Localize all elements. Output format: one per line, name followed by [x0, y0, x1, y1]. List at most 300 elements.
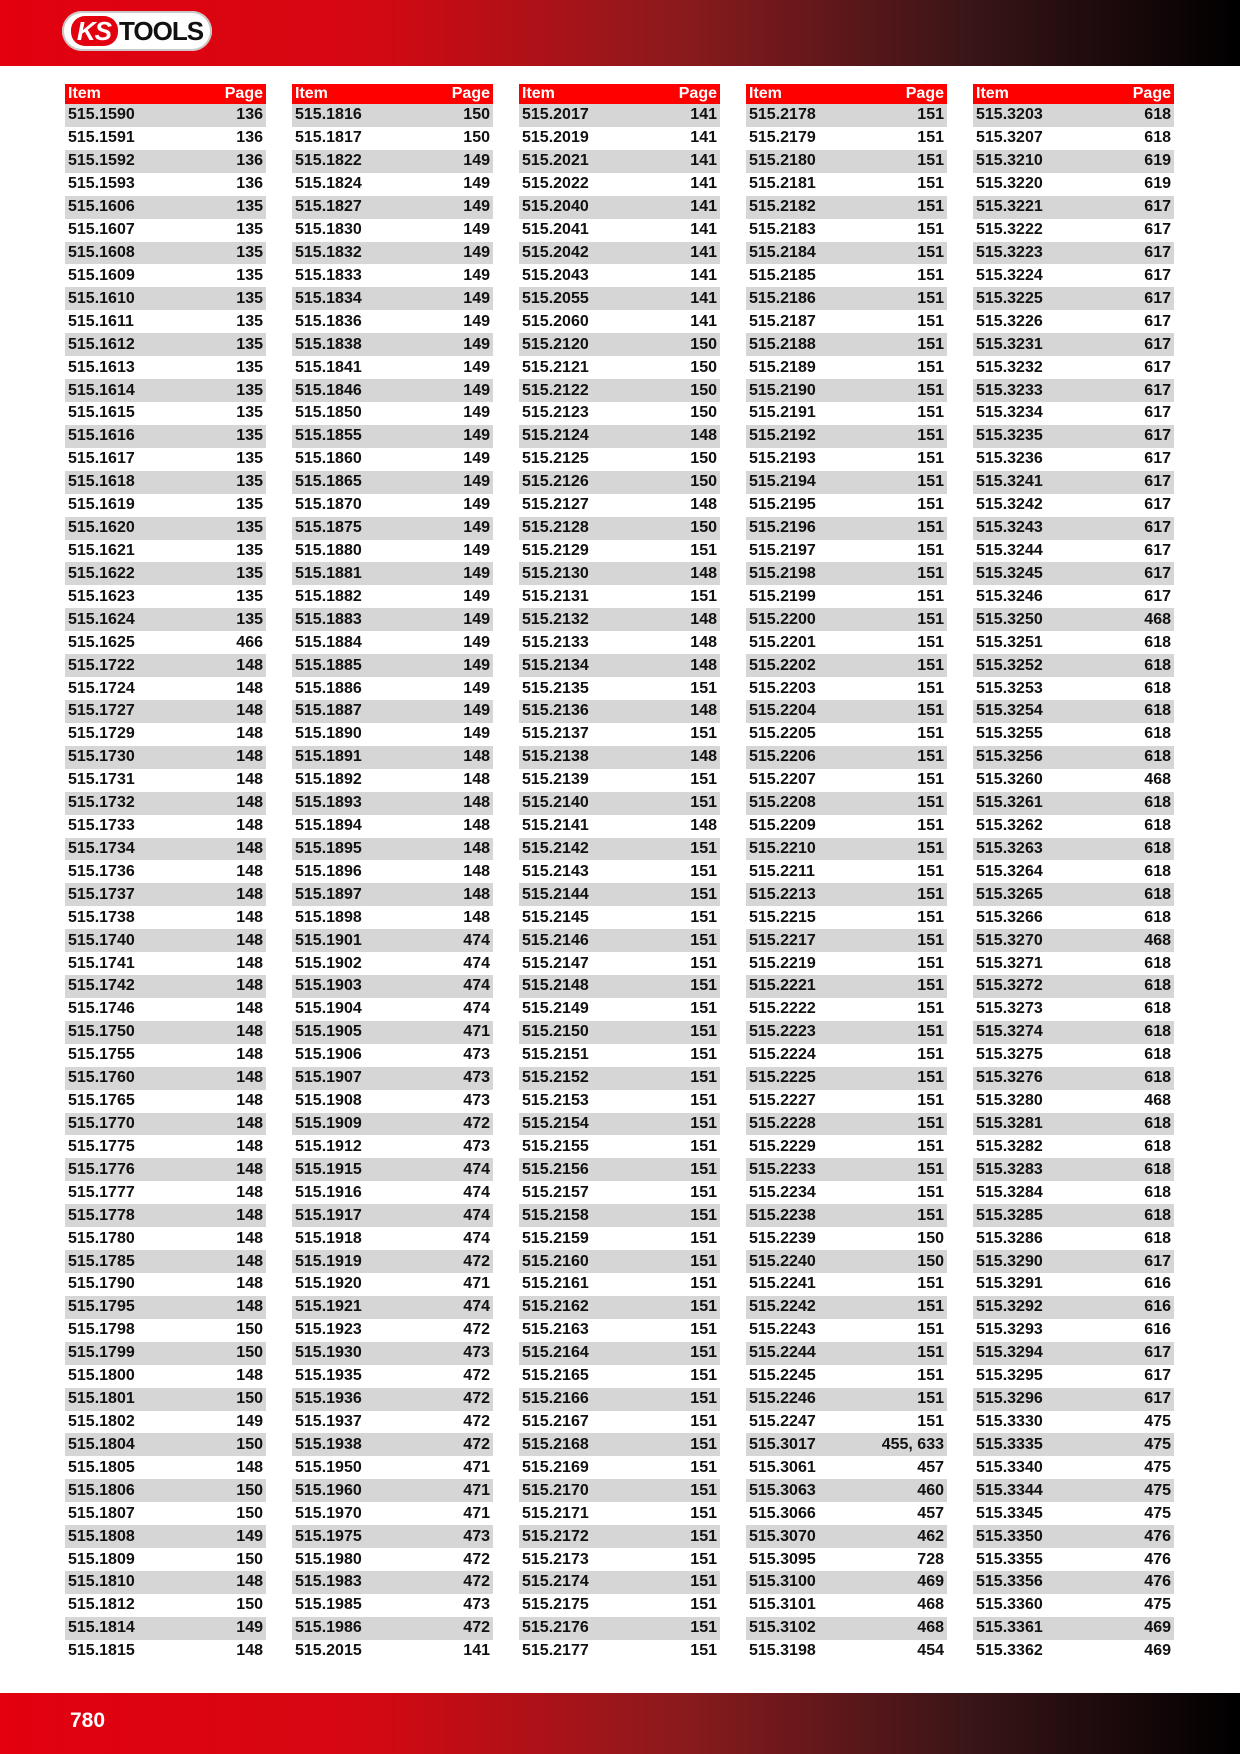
- page-reference: 472: [463, 1619, 490, 1637]
- index-row: [519, 815, 720, 838]
- item-number: 515.2229: [749, 1137, 816, 1155]
- page-reference: 151: [917, 771, 944, 789]
- index-row: [292, 1594, 493, 1617]
- item-number: 515.3361: [976, 1619, 1043, 1637]
- page-reference: 151: [917, 404, 944, 422]
- item-number: 515.1830: [295, 221, 362, 239]
- index-row: [65, 1342, 266, 1365]
- item-number: 515.1865: [295, 473, 362, 491]
- item-number: 515.1593: [68, 175, 135, 193]
- item-number: 515.1891: [295, 748, 362, 766]
- index-row: [519, 494, 720, 517]
- page-reference: 618: [1144, 908, 1171, 926]
- item-number: 515.3285: [976, 1206, 1043, 1224]
- page-reference: 148: [690, 427, 717, 445]
- page-reference: 150: [463, 106, 490, 124]
- index-row: [65, 838, 266, 861]
- page-reference: 148: [236, 771, 263, 789]
- index-row: [519, 860, 720, 883]
- index-row: [746, 1135, 947, 1158]
- item-number: 515.2154: [522, 1115, 589, 1133]
- index-row: [519, 585, 720, 608]
- page-reference: 135: [236, 266, 263, 284]
- page-reference: 135: [236, 427, 263, 445]
- index-row: [519, 746, 720, 769]
- page-reference: 148: [236, 1458, 263, 1476]
- index-row: [973, 700, 1174, 723]
- page-reference: 618: [1144, 1023, 1171, 1041]
- index-row: [519, 127, 720, 150]
- item-number: 515.1610: [68, 289, 135, 307]
- page-reference: 148: [236, 931, 263, 949]
- page-reference: 150: [236, 1321, 263, 1339]
- page-reference: 148: [463, 794, 490, 812]
- item-number: 515.2134: [522, 656, 589, 674]
- page-reference: 617: [1144, 1367, 1171, 1385]
- index-row: [973, 1319, 1174, 1342]
- page-reference: 475: [1144, 1596, 1171, 1614]
- item-number: 515.1875: [295, 519, 362, 537]
- item-number: 515.3292: [976, 1298, 1043, 1316]
- index-row: [973, 1227, 1174, 1250]
- page-reference: 151: [917, 1023, 944, 1041]
- item-number: 515.1970: [295, 1504, 362, 1522]
- index-row: [746, 975, 947, 998]
- index-row: [973, 631, 1174, 654]
- item-number: 515.2180: [749, 152, 816, 170]
- item-number: 515.1733: [68, 817, 135, 835]
- item-number: 515.3234: [976, 404, 1043, 422]
- index-row: [973, 1342, 1174, 1365]
- page-reference: 617: [1144, 1252, 1171, 1270]
- index-row: [292, 1342, 493, 1365]
- item-number: 515.1887: [295, 702, 362, 720]
- page-reference: 151: [690, 794, 717, 812]
- page-reference: 151: [690, 587, 717, 605]
- item-number: 515.1983: [295, 1573, 362, 1591]
- item-number: 515.2152: [522, 1069, 589, 1087]
- item-number: 515.2192: [749, 427, 816, 445]
- page-reference: 151: [917, 496, 944, 514]
- item-number: 515.3224: [976, 266, 1043, 284]
- page-reference: 141: [690, 175, 717, 193]
- header-item-label: Item: [295, 85, 328, 102]
- index-row: [65, 883, 266, 906]
- index-rows: [292, 104, 493, 1663]
- item-number: 515.2160: [522, 1252, 589, 1270]
- index-row: [65, 1204, 266, 1227]
- item-number: 515.2202: [749, 656, 816, 674]
- index-row: [65, 906, 266, 929]
- item-number: 515.2233: [749, 1160, 816, 1178]
- page-reference: 151: [690, 1229, 717, 1247]
- page-reference: 151: [917, 587, 944, 605]
- item-number: 515.1622: [68, 564, 135, 582]
- page-reference: 141: [690, 152, 717, 170]
- index-row: [519, 906, 720, 929]
- index-row: [973, 1273, 1174, 1296]
- item-number: 515.3274: [976, 1023, 1043, 1041]
- index-row: [292, 1502, 493, 1525]
- item-number: 515.3241: [976, 473, 1043, 491]
- page-reference: 151: [917, 1046, 944, 1064]
- item-number: 515.3095: [749, 1550, 816, 1568]
- item-number: 515.1881: [295, 564, 362, 582]
- page-reference: 149: [236, 1619, 263, 1637]
- item-number: 515.2224: [749, 1046, 816, 1064]
- page-reference: 462: [917, 1527, 944, 1545]
- item-number: 515.1730: [68, 748, 135, 766]
- item-number: 515.3362: [976, 1642, 1043, 1660]
- index-row: [973, 562, 1174, 585]
- page-reference: 150: [236, 1481, 263, 1499]
- item-number: 515.2190: [749, 381, 816, 399]
- index-row: [519, 998, 720, 1021]
- item-number: 515.3233: [976, 381, 1043, 399]
- page-reference: 151: [690, 771, 717, 789]
- item-number: 515.2241: [749, 1275, 816, 1293]
- page-reference: 150: [236, 1390, 263, 1408]
- item-number: 515.3210: [976, 152, 1043, 170]
- page-reference: 617: [1144, 587, 1171, 605]
- index-row: [746, 379, 947, 402]
- index-row: [65, 769, 266, 792]
- page-reference: 473: [463, 1092, 490, 1110]
- page-reference: 475: [1144, 1481, 1171, 1499]
- index-row: [292, 1365, 493, 1388]
- index-row: [519, 1135, 720, 1158]
- page-reference: 618: [1144, 1000, 1171, 1018]
- item-number: 515.1882: [295, 587, 362, 605]
- item-number: 515.1898: [295, 908, 362, 926]
- page-reference: 151: [917, 1344, 944, 1362]
- item-number: 515.2211: [749, 862, 815, 880]
- item-number: 515.2123: [522, 404, 589, 422]
- item-number: 515.2206: [749, 748, 816, 766]
- page-reference: 151: [917, 152, 944, 170]
- index-row: [519, 631, 720, 654]
- page-reference: 151: [690, 1367, 717, 1385]
- item-number: 515.3232: [976, 358, 1043, 376]
- page-reference: 150: [690, 404, 717, 422]
- item-number: 515.2150: [522, 1023, 589, 1041]
- page-reference: 151: [917, 358, 944, 376]
- page-reference: 618: [1144, 1046, 1171, 1064]
- index-row: [292, 471, 493, 494]
- page-reference: 474: [463, 1229, 490, 1247]
- item-number: 515.1809: [68, 1550, 135, 1568]
- item-number: 515.3221: [976, 198, 1043, 216]
- index-row: [973, 196, 1174, 219]
- page-reference: 617: [1144, 198, 1171, 216]
- item-number: 515.3275: [976, 1046, 1043, 1064]
- index-row: [973, 1250, 1174, 1273]
- index-row: [292, 883, 493, 906]
- index-row: [973, 287, 1174, 310]
- page-reference: 151: [917, 312, 944, 330]
- index-row: [746, 608, 947, 631]
- page-reference: 150: [236, 1435, 263, 1453]
- index-row: [292, 287, 493, 310]
- item-number: 515.1738: [68, 908, 135, 926]
- index-row: [65, 1456, 266, 1479]
- index-row: [973, 1113, 1174, 1136]
- item-number: 515.1737: [68, 885, 135, 903]
- index-row: [292, 723, 493, 746]
- page-reference: 473: [463, 1137, 490, 1155]
- index-row: [292, 1640, 493, 1663]
- index-row: [973, 494, 1174, 517]
- index-row: [746, 1273, 947, 1296]
- page-reference: 148: [236, 794, 263, 812]
- index-row: [973, 975, 1174, 998]
- index-row: [292, 1617, 493, 1640]
- item-number: 515.3207: [976, 129, 1043, 147]
- index-row: [519, 838, 720, 861]
- page-reference: 474: [463, 1298, 490, 1316]
- page-reference: 618: [1144, 839, 1171, 857]
- page-reference: 472: [463, 1367, 490, 1385]
- index-row: [519, 1273, 720, 1296]
- index-row: [973, 815, 1174, 838]
- item-number: 515.3102: [749, 1619, 816, 1637]
- item-number: 515.1621: [68, 541, 135, 559]
- index-row: [973, 425, 1174, 448]
- item-number: 515.1609: [68, 266, 135, 284]
- page-reference: 141: [690, 243, 717, 261]
- header-page-label: Page: [224, 85, 263, 102]
- page-reference: 151: [690, 1046, 717, 1064]
- index-row: [292, 1388, 493, 1411]
- index-row: [519, 769, 720, 792]
- item-number: 515.1938: [295, 1435, 362, 1453]
- page-reference: 471: [463, 1023, 490, 1041]
- index-row: [746, 769, 947, 792]
- page-reference: 149: [463, 221, 490, 239]
- page-reference: 617: [1144, 266, 1171, 284]
- index-row: [519, 1548, 720, 1571]
- index-row: [65, 631, 266, 654]
- item-number: 515.3296: [976, 1390, 1043, 1408]
- page-reference: 469: [1144, 1642, 1171, 1660]
- index-row: [519, 196, 720, 219]
- index-row: [973, 264, 1174, 287]
- item-number: 515.1936: [295, 1390, 362, 1408]
- item-number: 515.3063: [749, 1481, 816, 1499]
- index-row: [973, 173, 1174, 196]
- item-number: 515.2182: [749, 198, 816, 216]
- item-number: 515.1800: [68, 1367, 135, 1385]
- item-number: 515.1892: [295, 771, 362, 789]
- index-row: [746, 196, 947, 219]
- page-reference: 151: [690, 1023, 717, 1041]
- page-reference: 148: [463, 862, 490, 880]
- item-number: 515.1722: [68, 656, 135, 674]
- item-number: 515.2121: [522, 358, 589, 376]
- item-number: 515.1850: [295, 404, 362, 422]
- page-reference: 457: [917, 1504, 944, 1522]
- index-row: [519, 562, 720, 585]
- page-reference: 618: [1144, 1160, 1171, 1178]
- item-number: 515.2227: [749, 1092, 816, 1110]
- item-number: 515.1904: [295, 1000, 362, 1018]
- page-reference: 151: [917, 633, 944, 651]
- index-row: [519, 1456, 720, 1479]
- index-row: [65, 196, 266, 219]
- header-item-label: Item: [68, 85, 101, 102]
- page-reference: 728: [917, 1550, 944, 1568]
- page-reference: 151: [690, 839, 717, 857]
- header-bar: [0, 0, 1240, 66]
- index-rows: [746, 104, 947, 1663]
- index-row: [519, 104, 720, 127]
- page-reference: 148: [236, 1298, 263, 1316]
- page-reference: 148: [236, 1275, 263, 1293]
- index-row: [292, 585, 493, 608]
- page-reference: 149: [463, 198, 490, 216]
- index-row: [519, 1204, 720, 1227]
- index-row: [973, 1594, 1174, 1617]
- index-row: [292, 1296, 493, 1319]
- page-reference: 151: [690, 1390, 717, 1408]
- index-row: [65, 173, 266, 196]
- index-row: [519, 287, 720, 310]
- index-row: [292, 815, 493, 838]
- item-number: 515.2173: [522, 1550, 589, 1568]
- page-reference: 135: [236, 221, 263, 239]
- index-row: [746, 173, 947, 196]
- item-number: 515.3066: [749, 1504, 816, 1522]
- page-reference: 617: [1144, 289, 1171, 307]
- index-row: [519, 1479, 720, 1502]
- item-number: 515.2197: [749, 541, 816, 559]
- page-reference: 149: [463, 289, 490, 307]
- index-row: [973, 1479, 1174, 1502]
- page-reference: 148: [236, 1115, 263, 1133]
- page-reference: 151: [690, 1596, 717, 1614]
- item-number: 515.2151: [522, 1046, 589, 1064]
- index-row: [65, 998, 266, 1021]
- page-reference: 151: [917, 175, 944, 193]
- page-reference: 151: [917, 954, 944, 972]
- page-reference: 617: [1144, 473, 1171, 491]
- index-row: [292, 1090, 493, 1113]
- item-number: 515.2238: [749, 1206, 816, 1224]
- page-reference: 151: [690, 885, 717, 903]
- page-reference: 617: [1144, 541, 1171, 559]
- index-row: [746, 929, 947, 952]
- page-reference: 151: [917, 1298, 944, 1316]
- index-row: [292, 264, 493, 287]
- page-reference: 618: [1144, 1137, 1171, 1155]
- item-number: 515.1908: [295, 1092, 362, 1110]
- header-page-label: Page: [451, 85, 490, 102]
- index-row: [746, 1502, 947, 1525]
- item-number: 515.2166: [522, 1390, 589, 1408]
- page-reference: 473: [463, 1069, 490, 1087]
- page-reference: 151: [917, 381, 944, 399]
- index-row: [65, 1113, 266, 1136]
- page-reference: 149: [463, 679, 490, 697]
- index-row: [746, 723, 947, 746]
- index-row: [746, 1113, 947, 1136]
- item-number: 515.3340: [976, 1458, 1043, 1476]
- item-number: 515.2022: [522, 175, 589, 193]
- index-rows: [519, 104, 720, 1663]
- index-row: [292, 677, 493, 700]
- page-reference: 149: [463, 473, 490, 491]
- item-number: 515.1795: [68, 1298, 135, 1316]
- header-item-label: Item: [522, 85, 555, 102]
- index-row: [519, 379, 720, 402]
- page-reference: 455, 633: [881, 1435, 944, 1453]
- index-rows: [65, 104, 266, 1663]
- item-number: 515.2213: [749, 885, 816, 903]
- item-number: 515.2243: [749, 1321, 816, 1339]
- index-row: [292, 517, 493, 540]
- index-row: [519, 1250, 720, 1273]
- index-row: [519, 700, 720, 723]
- item-number: 515.2128: [522, 519, 589, 537]
- index-row: [65, 242, 266, 265]
- page-reference: 149: [463, 312, 490, 330]
- item-number: 515.3101: [749, 1596, 816, 1614]
- item-number: 515.2223: [749, 1023, 816, 1041]
- index-row: [292, 1548, 493, 1571]
- page-reference: 151: [690, 541, 717, 559]
- item-number: 515.3253: [976, 679, 1043, 697]
- index-row: [746, 815, 947, 838]
- index-row: [292, 379, 493, 402]
- item-number: 515.2174: [522, 1573, 589, 1591]
- page-reference: 151: [690, 1183, 717, 1201]
- index-row: [973, 402, 1174, 425]
- item-number: 515.3280: [976, 1092, 1043, 1110]
- ks-tools-logo: [62, 11, 212, 51]
- item-number: 515.2131: [522, 587, 589, 605]
- index-row: [292, 173, 493, 196]
- index-row: [65, 1135, 266, 1158]
- index-row: [746, 104, 947, 127]
- index-row: [973, 1571, 1174, 1594]
- page-reference: 141: [690, 198, 717, 216]
- item-number: 515.2137: [522, 725, 589, 743]
- item-number: 515.3261: [976, 794, 1043, 812]
- index-row: [65, 1365, 266, 1388]
- index-row: [973, 1525, 1174, 1548]
- item-number: 515.3245: [976, 564, 1043, 582]
- index-row: [746, 287, 947, 310]
- index-row: [65, 1479, 266, 1502]
- page-reference: 151: [917, 1321, 944, 1339]
- page-reference: 468: [1144, 771, 1171, 789]
- item-number: 515.3276: [976, 1069, 1043, 1087]
- index-row: [519, 1021, 720, 1044]
- index-row: [292, 1204, 493, 1227]
- index-row: [973, 1044, 1174, 1067]
- index-row: [519, 333, 720, 356]
- item-number: 515.1732: [68, 794, 135, 812]
- index-row: [746, 998, 947, 1021]
- item-number: 515.2043: [522, 266, 589, 284]
- index-row: [973, 1388, 1174, 1411]
- item-number: 515.2124: [522, 427, 589, 445]
- header-item-label: Item: [749, 85, 782, 102]
- page-reference: 473: [463, 1046, 490, 1064]
- index-row: [746, 517, 947, 540]
- item-number: 515.2127: [522, 496, 589, 514]
- item-number: 515.3061: [749, 1458, 816, 1476]
